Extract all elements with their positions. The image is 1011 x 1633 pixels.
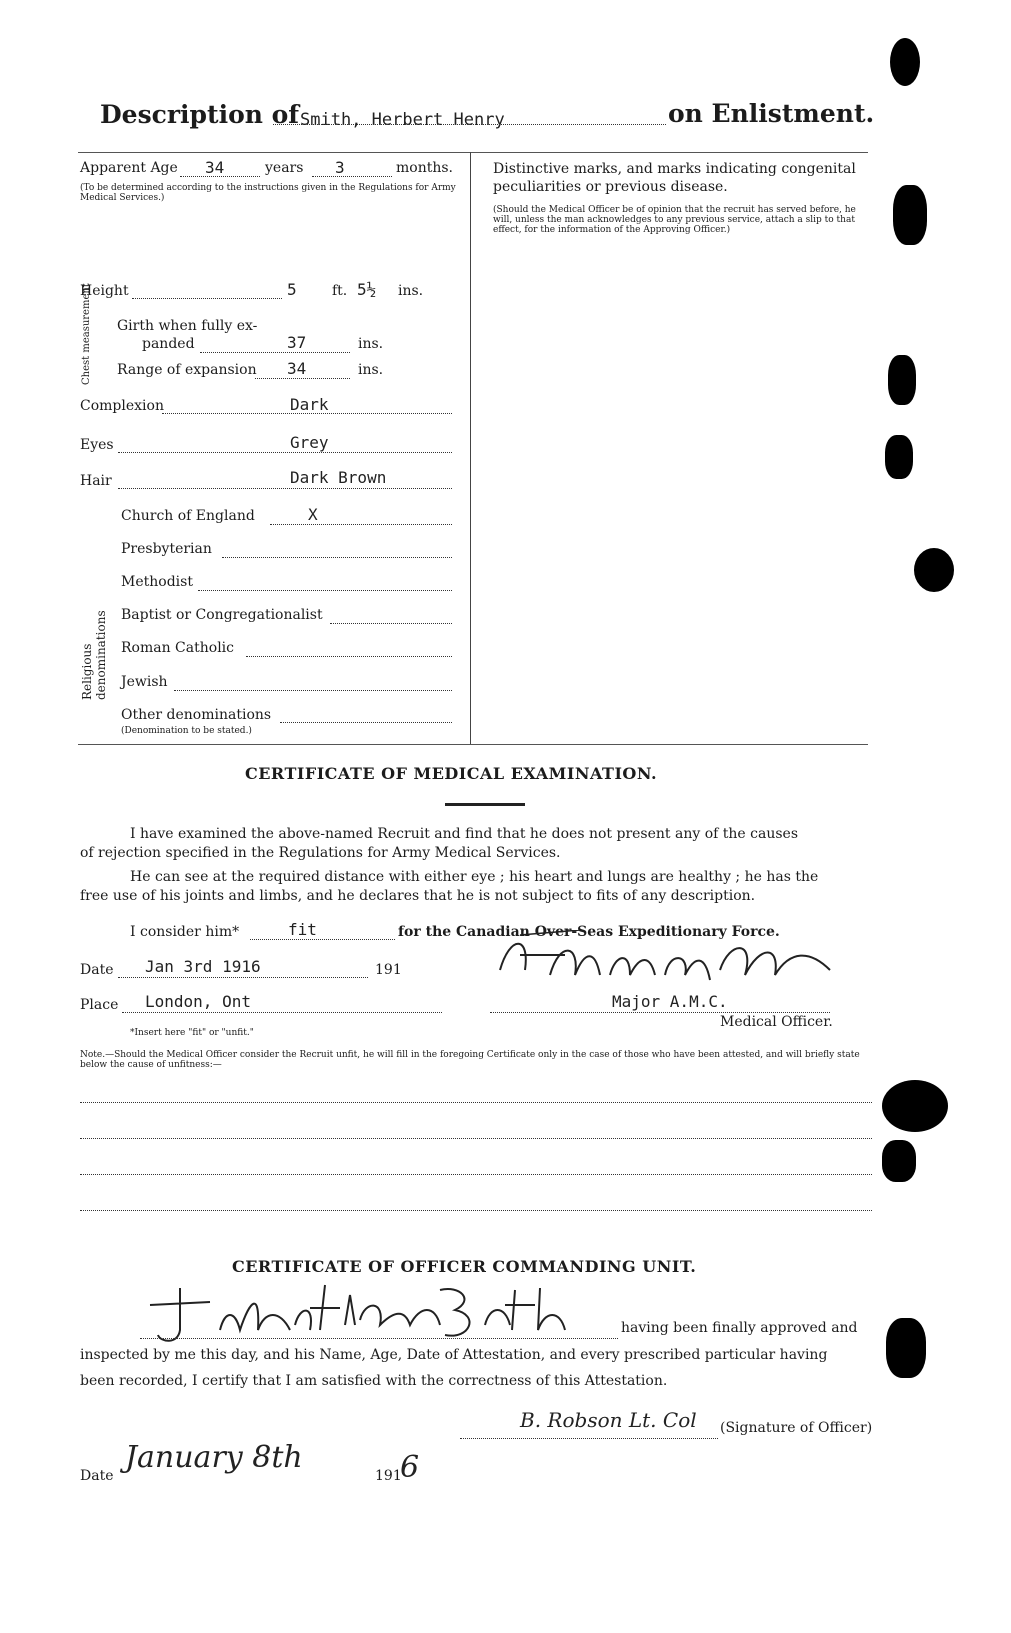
denomination-roman-catholic: Roman Catholic [121, 640, 234, 656]
medical-title-rule [445, 803, 525, 806]
denomination-line-0 [270, 524, 452, 525]
denomination-methodist: Methodist [121, 574, 193, 590]
header-prefix: Description of [100, 100, 300, 129]
binding-hole-6 [882, 1080, 948, 1132]
denomination-baptist: Baptist or Congregationalist [121, 607, 323, 623]
place-label: Place [80, 997, 119, 1013]
recruit-signature [140, 1280, 580, 1350]
insert-note: *Insert here "fit" or "unfit." [130, 1028, 254, 1038]
denomination-jewish: Jewish [121, 674, 168, 690]
complexion-value: Dark [290, 395, 329, 414]
ins-label-girth: ins. [358, 336, 384, 352]
center-divider [470, 152, 471, 744]
header-suffix: on Enlistment. [668, 99, 875, 128]
binding-hole-3 [888, 355, 916, 405]
commanding-year-prefix: 191 [375, 1468, 402, 1484]
girth-label-1: Girth when fully ex- [117, 318, 258, 334]
top-rule [78, 152, 868, 153]
commanding-year-suffix: 6 [400, 1450, 420, 1485]
medical-para2-line1: He can see at the required distance with either eye ; his heart and lungs are healthy ; he has the [130, 869, 819, 885]
denomination-line-4 [246, 656, 452, 657]
years-label: years [265, 160, 304, 176]
height-in: 5½ [357, 280, 377, 299]
age-years: 34 [205, 158, 225, 177]
header-name: Smith, Herbert Henry [300, 110, 505, 130]
range-line [255, 378, 350, 379]
religion-side-label: Religious denominations [80, 610, 108, 700]
header-name-line [273, 124, 666, 125]
consider-value: fit [288, 920, 317, 939]
girth-value: 37 [287, 333, 307, 352]
for-label: for the Canadian Over-Seas Expeditionary Force. [398, 924, 780, 940]
medical-date-line [118, 977, 368, 978]
place-line [122, 1012, 442, 1013]
rank-value: Major A.M.C. [612, 992, 728, 1011]
denomination-presbyterian: Presbyterian [121, 541, 212, 557]
age-months-line [312, 176, 392, 177]
range-label: Range of expansion [117, 362, 257, 378]
age-months: 3 [335, 158, 345, 177]
height-line [132, 298, 282, 299]
age-label: Apparent Age [80, 160, 178, 176]
hair-label: Hair [80, 473, 112, 489]
marks-title: Distinctive marks, and marks indicating congenital peculiarities or previous disease. [493, 161, 856, 195]
medical-para1-line1: I have examined the above-named Recruit and find that he does not present any of the causes [130, 826, 799, 842]
commanding-line2: inspected by me this day, and his Name, Age, Date of Attestation, and every prescribed particular having [80, 1347, 828, 1363]
months-label: months. [396, 160, 453, 176]
age-note: (To be determined according to the instructions given in the Regulations for Army Medical Services.) [80, 183, 456, 203]
officer-line [490, 1012, 830, 1013]
medical-officer-label: Medical Officer. [720, 1014, 833, 1030]
medical-title: CERTIFICATE OF MEDICAL EXAMINATION. [245, 764, 658, 783]
note-text: Note.—Should the Medical Officer consider the Recruit unfit, he will fill in the foregoing Certificate only in the case of those who have been attested, and will briefly state below the cause of unfitness:— [80, 1050, 860, 1070]
binding-hole-1 [890, 38, 920, 86]
officer-signature-line [460, 1438, 718, 1439]
height-label: Height [80, 283, 129, 299]
denomination-line-6 [280, 722, 452, 723]
height-ft: 5 [287, 280, 297, 299]
ins-label-range: ins. [358, 362, 384, 378]
binding-hole-7 [882, 1140, 916, 1182]
denomination-church-of-england: Church of England [121, 508, 255, 524]
commanding-date-value: January 8th [125, 1440, 303, 1475]
unfitness-line-3 [80, 1174, 872, 1175]
commanding-line1-suffix: having been finally approved and [621, 1320, 858, 1336]
girth-label-2: panded [142, 336, 195, 352]
ft-label: ft. [332, 283, 348, 299]
range-value: 34 [287, 359, 307, 378]
age-years-line [180, 176, 260, 177]
signature-officer: B. Robson Lt. Col [520, 1408, 697, 1432]
marks-note: (Should the Medical Officer be of opinion that the recruit has served before, he will, unless the man acknowledges to any previous service, attach a slip to that effect, for the information of the Approving Officer.) [493, 205, 856, 235]
denomination-line-2 [198, 590, 452, 591]
chest-side-label: Chest measurement [81, 283, 92, 385]
unfitness-line-1 [80, 1102, 872, 1103]
girth-line [200, 352, 350, 353]
binding-hole-5 [914, 548, 954, 592]
medical-date-label: Date [80, 962, 114, 978]
signature-officer-label: (Signature of Officer) [720, 1420, 873, 1436]
commanding-title: CERTIFICATE OF OFFICER COMMANDING UNIT. [232, 1257, 697, 1276]
place-value: London, Ont [145, 992, 251, 1011]
commanding-date-label: Date [80, 1468, 114, 1484]
denomination-mark-church-of-england: X [308, 505, 318, 524]
ins-label-height: ins. [398, 283, 424, 299]
medical-para2-line2: free use of his joints and limbs, and he declares that he is not subject to fits of any description. [80, 888, 756, 904]
complexion-label: Complexion [80, 398, 164, 414]
binding-hole-4 [885, 435, 913, 479]
eyes-line [118, 452, 452, 453]
denomination-line-5 [174, 690, 452, 691]
medical-para1-line2: of rejection specified in the Regulations for Army Medical Services. [80, 845, 561, 861]
eyes-label: Eyes [80, 437, 114, 453]
medical-officer-signature [490, 930, 840, 990]
denomination-line-1 [222, 557, 452, 558]
binding-hole-8 [886, 1318, 926, 1378]
consider-line [250, 939, 395, 940]
eyes-value: Grey [290, 433, 329, 452]
binding-hole-2 [893, 185, 927, 245]
denomination-other: Other denominations [121, 707, 272, 723]
denomination-line-3 [330, 623, 452, 624]
consider-label: I consider him* [130, 924, 240, 940]
hair-line [118, 488, 452, 489]
medical-year-prefix: 191 [375, 962, 402, 978]
medical-date-value: Jan 3rd 1916 [145, 957, 261, 976]
denomination-note-text: (Denomination to be stated.) [121, 726, 252, 736]
unfitness-line-2 [80, 1138, 872, 1139]
commanding-line3: been recorded, I certify that I am satisfied with the correctness of this Attestation. [80, 1373, 668, 1389]
hair-value: Dark Brown [290, 468, 387, 487]
bottom-rule [78, 744, 868, 745]
unfitness-line-4 [80, 1210, 872, 1211]
recruit-name-line [140, 1338, 618, 1339]
